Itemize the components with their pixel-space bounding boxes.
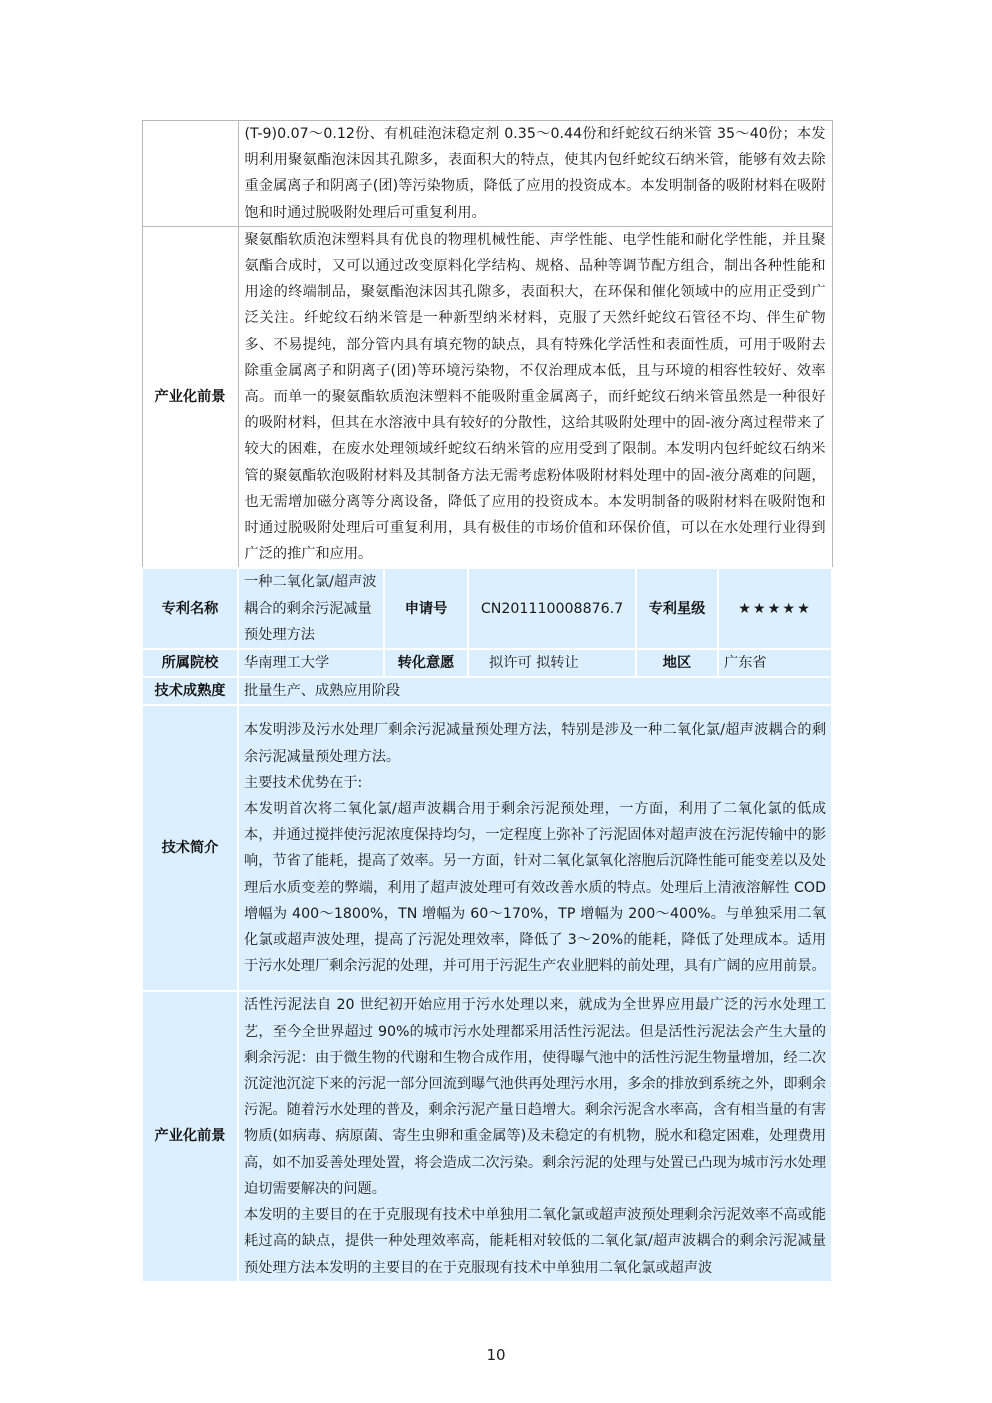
patent-star-rating: ★★★★★ <box>718 568 832 649</box>
patent-name-value: 一种二氧化氯/超声波耦合的剩余污泥减量预处理方法 <box>238 568 384 649</box>
maturity-row <box>142 677 832 705</box>
school-label: 所属院校 <box>142 649 238 677</box>
industry-paragraph: 活性污泥法自 20 世纪初开始应用于污水处理以来，就成为全世界应用最广泛的污水处理工艺，至今全世界超过 90%的城市污水处理都采用活性污泥法。但是活性污泥法会产生大量的剩余污泥：由于微生物的代谢和生物合成作用，使得曝气池中的活性污泥生物量增加，经二次沉淀池沉淀下来的污泥一部分回流到曝气池供再处理污水用，多余的排放到系统之外，即剩余污泥。随着污水处理的普及，剩余污泥产量日趋增大。剩余污泥含水率高，含有相当量的有害物质(如病毒、病原菌、寄生虫卵和重金属等)及未稳定的有机物，脱水和稳定困难，处理费用高，如不加妥善处理处置，将会造成二次污染。剩余污泥的处理与处置已凸现为城市污水处理迫切需要解决的问题。 <box>244 997 827 1197</box>
application-number-value: CN201110008876.7 <box>468 568 636 649</box>
patent-table <box>141 120 833 1283</box>
tech-intro-paragraph: 本发明首次将二氧化氯/超声波耦合用于剩余污泥预处理，一方面，利用了二氧化氯的低成本，并通过搅拌使污泥浓度保持均匀，一定程度上弥补了污泥固体对超声波在污泥传输中的影响，节省了能耗，提高了效率。另一方面，针对二氧化氯氧化溶胞后沉降性能可能变差以及处理后水质变差的弊端，利用了超声波处理可有效改善水质的特点。处理后上清液溶解性 COD 增幅为 400～1800%，TN 增幅为 60～170%，TP 增幅为 200～400%。与单独采用二氧化氯或超声波处理，提高了污泥处理效率，降低了 3～20%的能耗，降低了处理成本。适用于污水处理厂剩余污泥的处理，并可用于污泥生产农业肥料的前处理，具有广阔的应用前景。 <box>244 801 827 975</box>
prev-patent-continuation-row <box>142 121 832 227</box>
industry-prospect-label: 产业化前景 <box>142 991 238 1281</box>
industry-prospect-content <box>238 991 832 1281</box>
school-row <box>142 649 832 677</box>
industry-row <box>142 991 832 1281</box>
industry-prospect-text: 聚氨酯软质泡沫塑料具有优良的物理机械性能、声学性能、电学性能和耐化学性能，并且聚氨酯合成时，又可以通过改变原料化学结构、规格、品种等调节配方组合，制出各种性能和用途的终端制品，聚氨酯泡沫因其孔隙多，表面积大，在环保和催化领域中的应用正受到广泛关注。纤蛇纹石纳米管是一种新型纳米材料，克服了天然纤蛇纹石管径不均、伴生矿物多、不易提纯，部分管内具有填充物的缺点，具有特殊化学活性和表面性质，可用于吸附去除重金属离子和阴离子(团)等环境污染物，不仅治理成本低，且与环境的相容性较好、效率高。而单一的聚氨酯软质泡沫塑料不能吸附重金属离子，而纤蛇纹石纳米管虽然是一种很好的吸附材料，但其在水溶液中具有较好的分散性，这给其吸附处理中的固-液分离过程带来了较大的困难，在废水处理领域纤蛇纹石纳米管的应用受到了限制。本发明内包纤蛇纹石纳米管的聚氨酯软泡吸附材料及其制备方法无需考虑粉体吸附材料处理中的固-液分离难的问题，也无需增加磁分离等分离设备，降低了应用的投资成本。本发明制备的吸附材料在吸附饱和时通过脱吸附处理后可重复利用，具有极佳的市场价值和环保价值，可以在水处理行业得到广泛的推广和应用。 <box>238 226 832 568</box>
tech-intro-content <box>238 705 832 991</box>
region-label: 地区 <box>636 649 718 677</box>
patent-name-label: 专利名称 <box>142 568 238 649</box>
patent-star-label: 专利星级 <box>636 568 718 649</box>
page-number: 10 <box>486 1346 506 1364</box>
region-value: 广东省 <box>718 649 832 677</box>
patent-name-row <box>142 568 832 649</box>
tech-maturity-value: 批量生产、成熟应用阶段 <box>238 677 832 705</box>
tech-intro-label: 技术简介 <box>142 705 238 991</box>
tech-intro-paragraph: 本发明涉及污水处理厂剩余污泥减量预处理方法，特别是涉及一种二氧化氯/超声波耦合的剩余污泥减量预处理方法。 <box>244 722 827 765</box>
empty-label-cell <box>142 121 238 227</box>
transfer-intent-label: 转化意愿 <box>384 649 468 677</box>
continuation-text: (T-9)0.07～0.12份、有机硅泡沫稳定剂 0.35～0.44份和纤蛇纹石纳米管 35～40份；本发明利用聚氨酯泡沫因其孔隙多，表面积大的特点，使其内包纤蛇纹石纳米管，能够有效去除重金属离子和阴离子(团)等污染物质，降低了应用的投资成本。本发明制备的吸附材料在吸附饱和时通过脱吸附处理后可重复利用。 <box>238 121 832 227</box>
industry-prospect-label: 产业化前景 <box>142 226 238 568</box>
prev-industry-row <box>142 226 832 568</box>
tech-maturity-label: 技术成熟度 <box>142 677 238 705</box>
tech-intro-row <box>142 705 832 991</box>
tech-intro-paragraph: 主要技术优势在于: <box>244 774 363 791</box>
transfer-intent-value: 拟许可 拟转让 <box>468 649 636 677</box>
industry-paragraph: 本发明的主要目的在于克服现有技术中单独用二氧化氯或超声波预处理剩余污泥效率不高或能耗过高的缺点，提供一种处理效率高，能耗相对较低的二氧化氯/超声波耦合的剩余污泥减量预处理方法本发明的主要目的在于克服现有技术中单独用二氧化氯或超声波 <box>244 1207 827 1276</box>
school-value: 华南理工大学 <box>238 649 384 677</box>
application-number-label: 申请号 <box>384 568 468 649</box>
